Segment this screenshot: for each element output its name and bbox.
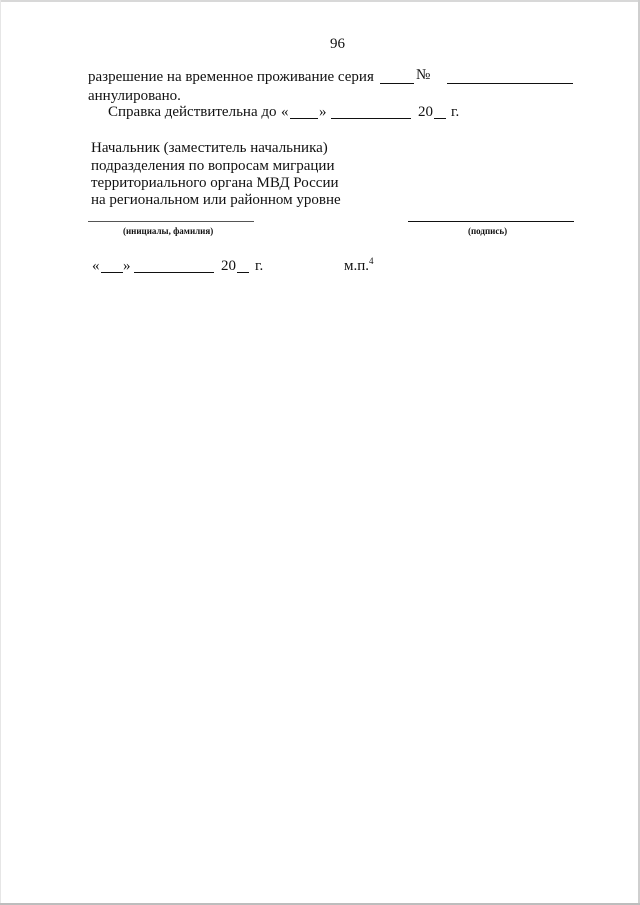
annulled-text: аннулировано. xyxy=(88,88,181,104)
date-day-blank xyxy=(101,272,123,273)
date-close-quote: » xyxy=(123,258,131,274)
valid-until-close-quote: » xyxy=(319,104,327,120)
valid-until-month-blank xyxy=(331,118,411,119)
signature-caption: (подпись) xyxy=(468,226,508,236)
name-line xyxy=(88,221,254,222)
date-year-suffix: г. xyxy=(255,258,264,274)
signatory-line-2: подразделения по вопросам миграции xyxy=(91,158,335,174)
series-blank xyxy=(380,83,414,84)
page-number: 96 xyxy=(330,36,345,52)
footnote-marker: 4 xyxy=(369,256,374,266)
valid-until-open-quote: « xyxy=(281,104,289,120)
number-blank xyxy=(447,83,573,84)
date-open-quote: « xyxy=(92,258,100,274)
valid-until-label: Справка действительна до xyxy=(108,104,277,120)
stamp-label: м.п. xyxy=(344,258,370,274)
number-sign: № xyxy=(416,67,431,83)
name-caption: (инициалы, фамилия) xyxy=(123,226,214,236)
date-month-blank xyxy=(134,272,214,273)
valid-until-day-blank xyxy=(290,118,318,119)
permit-series-text: разрешение на временное проживание серия xyxy=(88,69,374,85)
signatory-line-4: на региональном или районном уровне xyxy=(91,192,341,208)
date-year-prefix: 20 xyxy=(221,258,236,274)
page-edge-top xyxy=(0,0,640,2)
page-edge-left xyxy=(0,0,1,905)
stamp-place xyxy=(344,257,374,275)
valid-until-year-prefix: 20 xyxy=(418,104,433,120)
valid-until-year-blank xyxy=(434,118,446,119)
valid-until-year-suffix: г. xyxy=(451,104,460,120)
signatory-line-1: Начальник (заместитель начальника) xyxy=(91,140,328,156)
date-year-blank xyxy=(237,272,249,273)
signatory-line-3: территориального органа МВД России xyxy=(91,175,339,191)
signature-line xyxy=(408,221,574,222)
